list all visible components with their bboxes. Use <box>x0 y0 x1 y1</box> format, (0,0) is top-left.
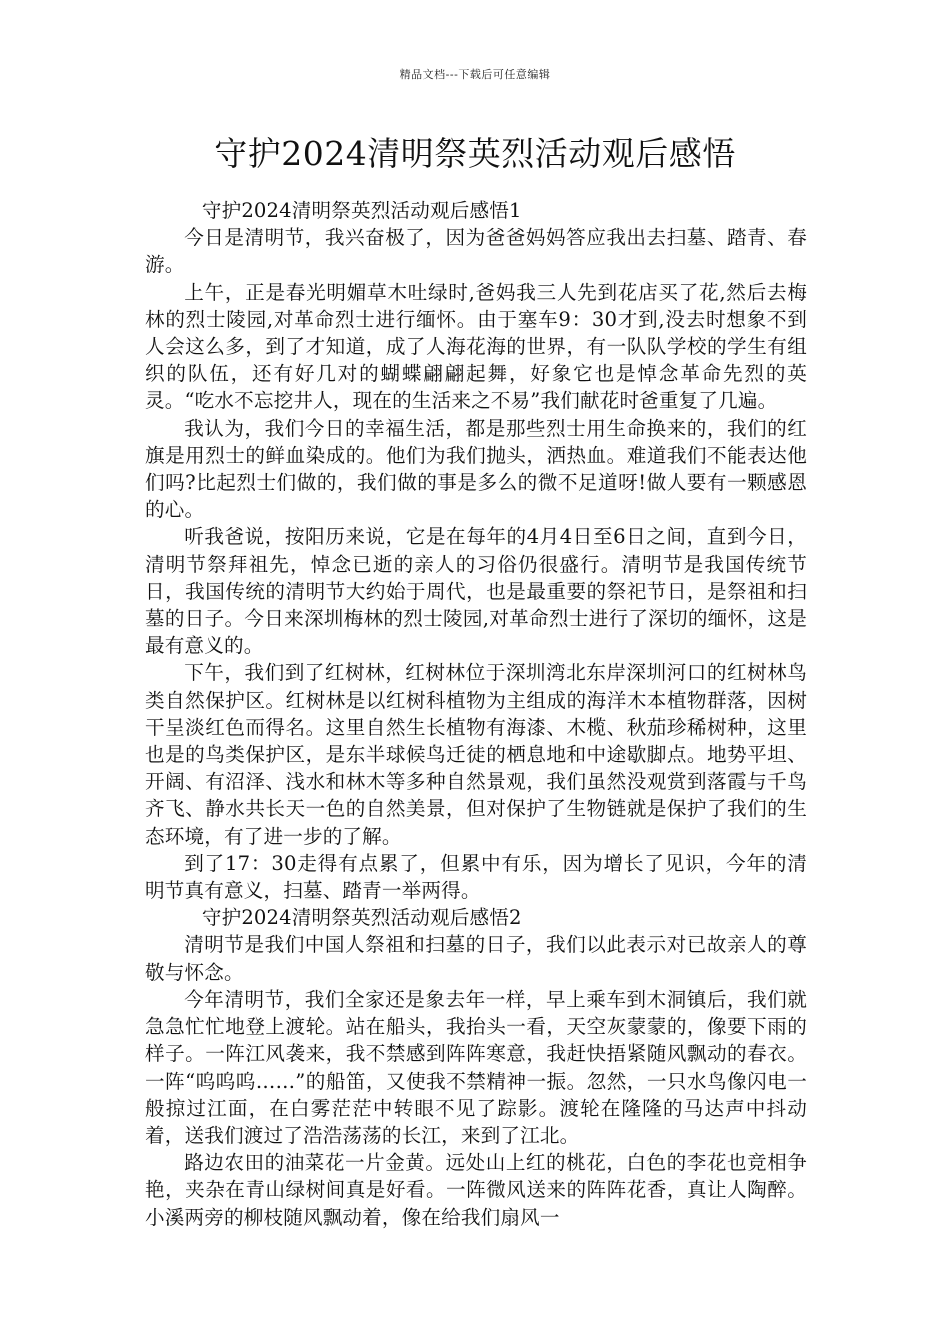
body-paragraph: 我认为，我们今日的幸福生活，都是那些烈士用生命换来的，我们的红旗是用烈士的鲜血染成的。他们为我们抛头，洒热血。难道我们不能表达他们吗?比起烈士们做的，我们做的事是多么的微不足道呀!做人要有一颗感恩的心。 <box>145 416 807 522</box>
section-subtitle: 守护2024清明祭英烈活动观后感悟2 <box>201 906 522 930</box>
header-note: 精品文档---下载后可任意编辑 <box>399 68 551 81</box>
body-paragraph: 下午，我们到了红树林，红树林位于深圳湾北东岸深圳河口的红树林鸟类自然保护区。红树林是以红树科植物为主组成的海洋木本植物群落，因树干呈淡红色而得名。这里自然生长植物有海漆、木榄、秋茄珍稀树种，这里也是的鸟类保护区，是东半球候鸟迁徒的栖息地和中途歇脚点。地势平坦、开阔、有沼泽、浅水和林木等多种自然景观，我们虽然没观赏到落霞与千鸟齐飞、静水共长天一色的自然美景，但对保护了生物链就是保护了我们的生态环境，有了进一步的了解。 <box>145 661 807 848</box>
section-subtitle: 守护2024清明祭英烈活动观后感悟1 <box>201 199 522 222</box>
body-paragraph: 今年清明节，我们全家还是象去年一样，早上乘车到木洞镇后，我们就急急忙忙地登上渡轮。站在船头，我抬头一看，天空灰蒙蒙的，像要下雨的样子。一阵江风袭来，我不禁感到阵阵寒意，我赶快捂紧随风飘动的春衣。一阵“呜呜呜……”的船笛，又使我不禁精神一振。忽然，一只水鸟像闪电一般掠过江面，在白雾茫茫中转眼不见了踪影。渡轮在隆隆的马达声中抖动着，送我们渡过了浩浩荡荡的长江，来到了江北。 <box>145 987 807 1147</box>
body-paragraph: 路边农田的油菜花一片金黄。远处山上红的桃花，白色的李花也竞相争艳，夹杂在青山绿树间真是好看。一阵微风送来的阵阵花香，真让人陶醉。小溪两旁的柳枝随风飘动着，像在给我们扇风一 <box>145 1151 807 1229</box>
document-title: 守护2024清明祭英烈活动观后感悟 <box>214 134 736 173</box>
body-paragraph: 到了17：30走得有点累了，但累中有乐，因为增长了见识，今年的清明节真有意义，扫墓、踏青一举两得。 <box>145 851 807 903</box>
document-body <box>145 197 807 1231</box>
body-paragraph: 上午，正是春光明媚草木吐绿时,爸妈我三人先到花店买了花,然后去梅林的烈士陵园,对革命烈士进行缅怀。由于塞车9：30才到,没去时想象不到人会这么多，到了才知道，成了人海花海的世界，有一队队学校的学生有组织的队伍，还有好几对的蝴蝶翩翩起舞，好象它也是悼念革命先烈的英灵。“吃水不忘挖井人，现在的生活来之不易”我们献花时爸重复了几遍。 <box>145 280 807 413</box>
body-paragraph: 今日是清明节，我兴奋极了，因为爸爸妈妈答应我出去扫墓、踏青、春游。 <box>145 226 807 277</box>
body-paragraph: 清明节是我们中国人祭祖和扫墓的日子，我们以此表示对已故亲人的尊敬与怀念。 <box>145 933 807 984</box>
body-paragraph: 听我爸说，按阳历来说，它是在每年的4月4日至6日之间，直到今日，清明节祭拜祖先，悼念已逝的亲人的习俗仍很盛行。清明节是我国传统节日，我国传统的清明节大约始于周代，也是最重要的祭祀节日，是祭祖和扫墓的日子。今日来深圳梅林的烈士陵园,对革命烈士进行了深切的缅怀，这是最有意义的。 <box>145 525 807 658</box>
